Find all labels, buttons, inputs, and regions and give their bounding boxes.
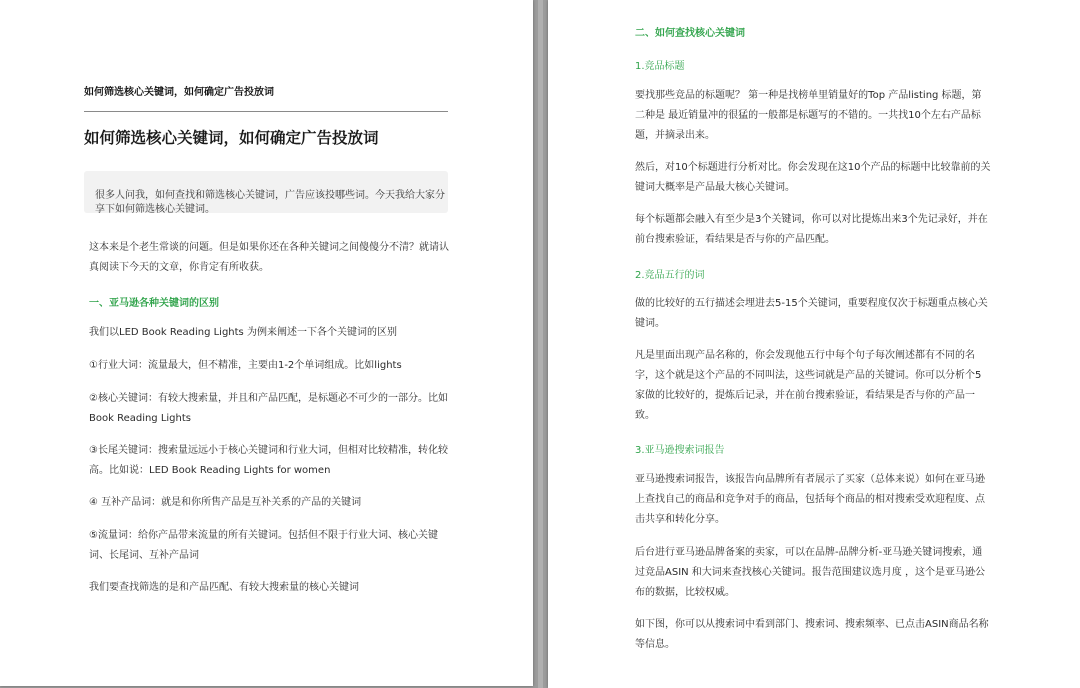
- list-item: ②核心关键词：有较大搜索量，并且和产品匹配，是标题必不可少的一部分。比如Book Reading Lights: [89, 393, 448, 424]
- document-page-right: [548, 0, 1080, 688]
- article-title: 如何筛选核心关键词，如何确定广告投放词: [84, 129, 379, 147]
- subsection-heading: 1.竞品标题: [635, 61, 685, 72]
- list-item: ③长尾关键词：搜索量远远小于核心关键词和行业大词，但相对比较精准，转化较高。比如说：LED Book Reading Lights for women: [89, 445, 448, 476]
- section-heading: 一、亚马逊各种关键词的区别: [89, 298, 219, 309]
- list-item: ①行业大词：流量最大，但不精准，主要由1-2个单词组成。比如lights: [89, 360, 402, 371]
- header-divider: [84, 111, 448, 112]
- subsection-heading: 3.亚马逊搜索词报告: [635, 445, 725, 456]
- paragraph: 凡是里面出现产品名称的，你会发现他五行中每个句子每次阐述都有不同的名字，这个就是这个产品的不同叫法，这些词就是产品的关键词。你可以分析个5家做的比较好的，提炼后记录，并在前台搜索验证，看结果是否与你的产品一致。: [635, 350, 982, 421]
- paragraph: 我们要查找筛选的是和产品匹配、有较大搜索量的核心关键词: [89, 582, 359, 593]
- paragraph: 我们以LED Book Reading Lights 为例来阐述一下各个关键词的区别: [89, 327, 397, 338]
- list-item: ④ 互补产品词：就是和你所售产品是互补关系的产品的关键词: [89, 497, 362, 508]
- paragraph: 这本来是个老生常谈的问题。但是如果你还在各种关键词之间傻傻分不清？就请认真阅读下今天的文章，你肯定有所收获。: [89, 242, 449, 273]
- paragraph: 亚马逊搜索词报告，该报告向品牌所有者展示了买家（总体来说）如何在亚马逊上查找自己的商品和竞争对手的商品，包括每个商品的相对搜索受欢迎程度、点击共享和转化分享。: [635, 474, 985, 525]
- paragraph: 要找那些竞品的标题呢？ 第一种是找榜单里销量好的Top 产品listing 标题，第二种是 最近销量冲的很猛的一般都是标题写的不错的。一共找10个左右产品标题，并摘录出来。: [635, 90, 982, 141]
- document-page-left: [0, 0, 533, 686]
- intro-quote-box: [84, 171, 448, 213]
- paragraph: 然后，对10个标题进行分析对比。你会发现在这10个产品的标题中比较靠前的关键词大概率是产品最大核心关键词。: [635, 162, 991, 193]
- paragraph: 做的比较好的五行描述会埋进去5-15个关键词，重要程度仅次于标题重点核心关键词。: [635, 298, 988, 329]
- paragraph: 后台进行亚马逊品牌备案的卖家，可以在品牌-品牌分析-亚马逊关键词搜索，通过竞品ASIN 和大词来查找核心关键词。报告范围建议选月度 ，这个是亚马逊公布的数据，比较权威。: [635, 547, 985, 598]
- page-gutter: [538, 0, 543, 688]
- document-header: 如何筛选核心关键词，如何确定广告投放词: [84, 87, 274, 98]
- paragraph: 如下图，你可以从搜索词中看到部门、搜索词、搜索频率、已点击ASIN商品名称等信息。: [635, 619, 989, 650]
- intro-text: 很多人问我，如何查找和筛选核心关键词，广告应该投哪些词。今天我给大家分享下如何筛选核心关键词。: [95, 190, 445, 215]
- paragraph: 每个标题都会融入有至少是3个关键词，你可以对比提炼出来3个先记录好，并在前台搜索验证，看结果是否与你的产品匹配。: [635, 214, 988, 245]
- list-item: ⑤流量词：给你产品带来流量的所有关键词。包括但不限于行业大词、核心关键词、长尾词、互补产品词: [89, 530, 438, 561]
- section-heading: 二、如何查找核心关键词: [635, 28, 745, 39]
- subsection-heading: 2.竞品五行的词: [635, 270, 705, 281]
